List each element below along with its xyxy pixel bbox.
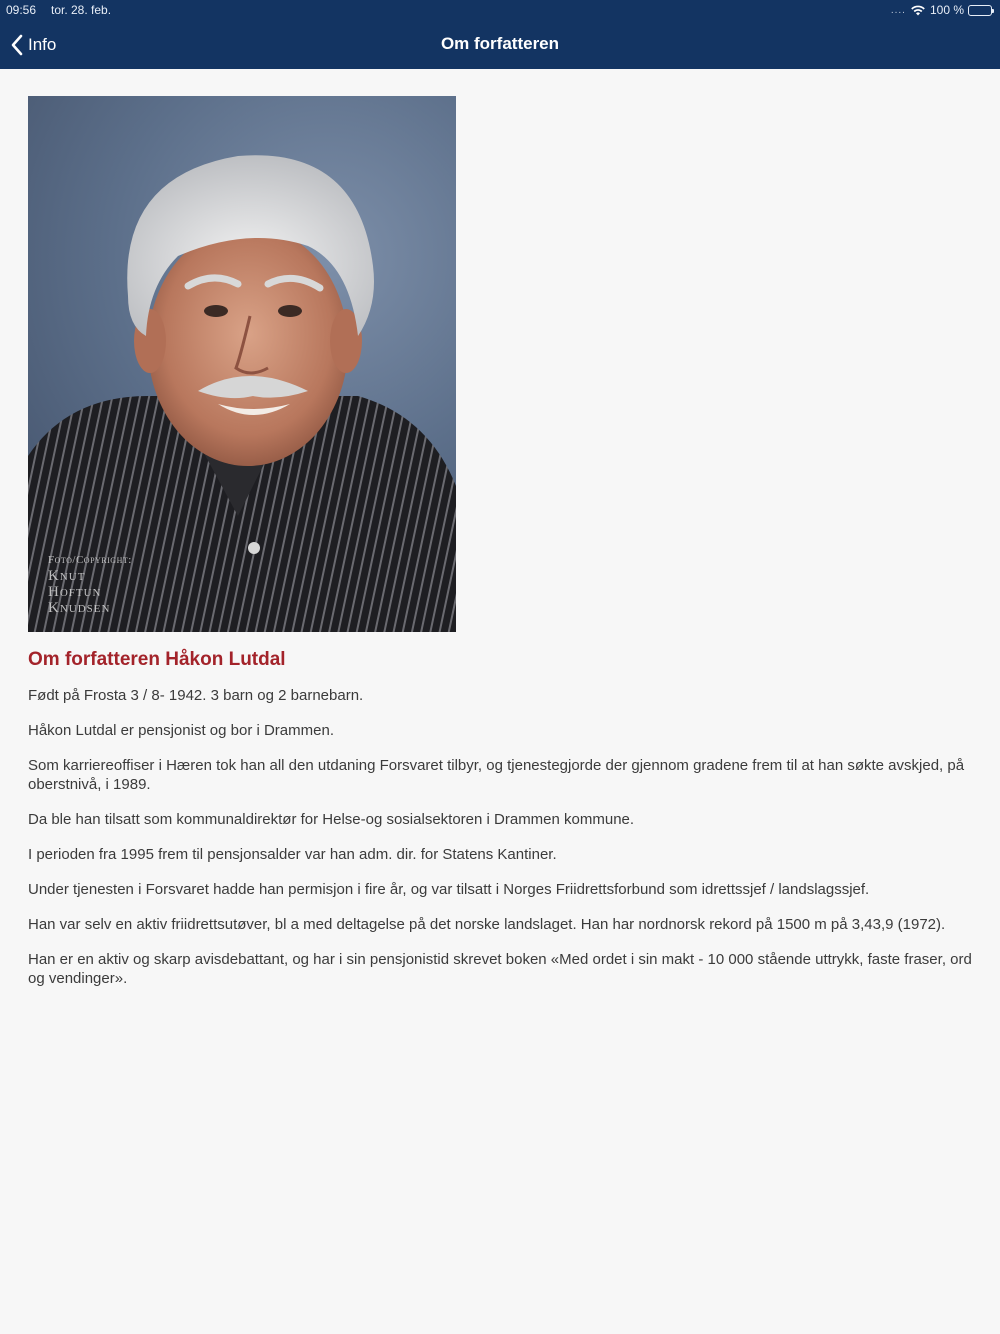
author-photo: [28, 96, 456, 632]
article-paragraph: Da ble han tilsatt som kommunaldirektør for Helse-og sosialsektoren i Drammen kommune.: [28, 811, 635, 828]
status-date: tor. 28. feb.: [51, 3, 112, 17]
article-content: [28, 96, 972, 988]
back-button-label: Info: [28, 35, 57, 54]
photo-credit-line: Knut: [48, 568, 86, 584]
article-paragraph: Under tjenesten i Forsvaret hadde han permisjon i fire år, og var tilsatt i Norges Friidrettsforbund som idrettssjef / landslagssjef.: [28, 881, 870, 898]
article-paragraph: I perioden fra 1995 frem til pensjonsalder var han adm. dir. for Statens Kantiner.: [28, 846, 557, 863]
article-paragraph: Håkon Lutdal er pensjonist og bor i Drammen.: [28, 722, 334, 739]
page-title: Om forfatteren: [440, 34, 560, 53]
article-paragraph: Han er en aktiv og skarp avisdebattant, og har i sin pensjonistid skrevet boken «Med ordet i sin makt - 10 000 stående uttrykk, faste fraser, ord og vendinger».: [28, 951, 972, 987]
status-bar: [0, 0, 1000, 20]
battery-icon: [968, 5, 992, 16]
signal-dots: ....: [890, 4, 906, 16]
photo-credit-line: Foto/Copyright:: [48, 554, 132, 566]
article-paragraph: Født på Frosta 3 / 8- 1942. 3 barn og 2 barnebarn.: [28, 687, 364, 704]
status-time: 09:56: [6, 3, 37, 17]
status-right: [891, 3, 992, 17]
article-paragraph: Som karriereoffiser i Hæren tok han all den utdaning Forsvaret tilbyr, og tjenestegjorde der gjennom gradene frem til at han søkte avskjed, på oberstnivå, i 1989.: [28, 757, 965, 793]
article-heading: Om forfatteren Håkon Lutdal: [28, 649, 286, 670]
battery-text: 100 %: [929, 3, 964, 17]
navigation-bar: [0, 0, 1000, 69]
photo-credit-line: Knudsen: [48, 600, 111, 616]
photo-credit-line: Hoftun: [48, 584, 102, 600]
article-paragraph: Han var selv en aktiv friidrettsutøver, bl a med deltagelse på det norske landslaget. Han har nordnorsk rekord på 1500 m på 3,43,9 (1972).: [28, 916, 946, 933]
photo-credit: [48, 552, 132, 616]
wifi-icon: [910, 4, 926, 16]
